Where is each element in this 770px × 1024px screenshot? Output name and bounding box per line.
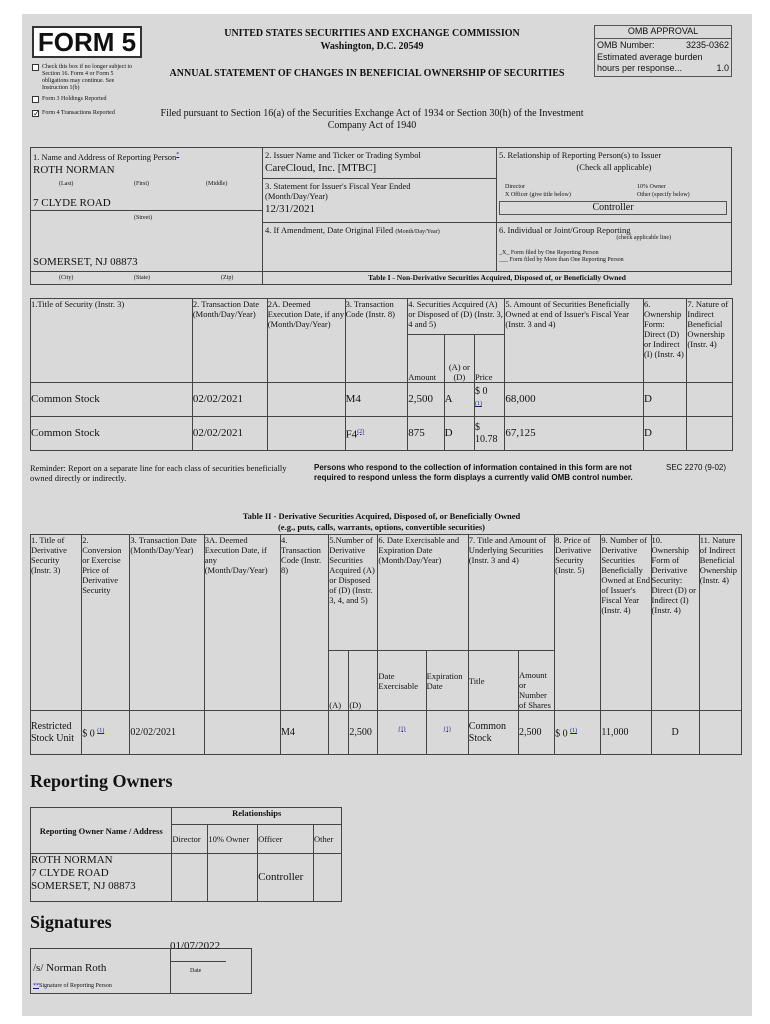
checkbox-form3-label: Form 3 Holdings Reported [42, 96, 107, 102]
relationship-sub: (Check all applicable) [576, 162, 652, 172]
owner-street: 7 CLYDE ROAD [31, 867, 109, 879]
t2-h-expiration: Expiration Date [426, 651, 468, 711]
owners-h-other: Other [314, 825, 342, 854]
reporting-person-name-box [30, 147, 263, 211]
t2-r1-under-title: Common Stock [468, 711, 518, 755]
t1-h-amount: Amount [408, 335, 444, 383]
t2-r1-price-footnote[interactable]: (1) [570, 727, 578, 734]
t2-r1-conv-footnote[interactable]: (1) [97, 727, 105, 734]
owner-city: SOMERSET, NJ 08873 [31, 880, 136, 892]
owner-other [314, 854, 342, 902]
t2-h-underlying: 7. Title and Amount of Underlying Securities (Instr. 3 and 4) [468, 535, 554, 651]
table-row [31, 711, 742, 755]
owner-director [172, 854, 208, 902]
t1-r1-form: D [643, 383, 686, 417]
label-middle: (Middle) [206, 181, 228, 187]
table-row [31, 383, 733, 417]
agency-location: Washington, D.C. 20549 [320, 41, 424, 52]
t1-h-date: 2. Transaction Date (Month/Day/Year) [192, 299, 267, 383]
omb-approval-box [594, 25, 732, 77]
t2-h-exercisable: 6. Date Exercisable and Expiration Date (Month/Day/Year) [378, 535, 468, 651]
t2-r1-title: Restricted Stock Unit [31, 711, 82, 755]
t2-r1-under-amount: 2,500 [519, 711, 555, 755]
t2-r1-form: D [651, 711, 699, 755]
omb-title: OMB APPROVAL [595, 26, 731, 39]
omb-hours-label: hours per response... [597, 63, 683, 73]
checkbox-icon[interactable] [32, 96, 39, 103]
issuer-label: 2. Issuer Name and Ticker or Trading Symbol [265, 150, 421, 160]
t1-h-owned: 5. Amount of Securities Beneficially Owned at end of Issuer's Fiscal Year (Instr. 3 and 4) [505, 299, 644, 383]
omb-number-label: OMB Number: [597, 40, 655, 50]
signature-footnote[interactable]: ** [33, 983, 39, 989]
agency-name: UNITED STATES SECURITIES AND EXCHANGE COMMISSION [224, 28, 520, 39]
t2-h-form: 10. Ownership Form of Derivative Security: Direct (D) or Indirect (I) (Instr. 4) [651, 535, 699, 711]
relationship-box [496, 147, 732, 223]
t1-r2-form: D [643, 417, 686, 451]
rel-director: Director [505, 184, 525, 190]
t1-h-price: Price [475, 335, 505, 383]
label-zip: (Zip) [221, 275, 234, 281]
form-title: FORM 5 [32, 26, 142, 58]
t1-h-acquired: 4. Securities Acquired (A) or Disposed of (D) (Instr. 3, 4 and 5) [408, 299, 505, 335]
t1-h-title: 1.Title of Security (Instr. 3) [31, 299, 193, 383]
reporting-person-city: SOMERSET, NJ 08873 [33, 256, 138, 268]
omb-hours: 1.0 [716, 63, 729, 73]
t1-r2-ad: D [444, 417, 474, 451]
checkbox-checked-icon[interactable]: ✓ [33, 109, 40, 118]
t2-h-d: (D) [349, 651, 378, 711]
amendment-label: 4. If Amendment, Date Original Filed [265, 225, 394, 235]
t1-r1-title: Common Stock [31, 383, 193, 417]
t2-r1-deemed [204, 711, 280, 755]
filed-pursuant: Filed pursuant to Section 16(a) of the Securities Exchange Act of 1934 or Section 30(h) of the Investment Company Act of 1940 [160, 108, 584, 131]
form-page [22, 14, 752, 1016]
owners-table [30, 807, 342, 902]
t2-h-under-amount: Amount or Number of Shares [519, 651, 555, 711]
t2-r1-expiration-footnote[interactable]: (1) [443, 726, 451, 733]
t1-r1-nature [687, 383, 733, 417]
t1-r2-title: Common Stock [31, 417, 193, 451]
t2-h-under-title: Title [468, 651, 518, 711]
issuer-value: CareCloud, Inc. [MTBC] [265, 162, 377, 174]
street-box [30, 210, 263, 272]
group-one: _X_ Form filed by One Reporting Person [499, 250, 599, 256]
checkbox-form3-holdings[interactable] [32, 96, 144, 103]
group-more: ___ Form filed by More than One Reporting Person [499, 257, 624, 263]
statement-year-label: 3. Statement for Issuer's Fiscal Year Ended (Month/Day/Year) [265, 181, 411, 201]
city-labels-box [30, 271, 263, 285]
t2-h-code: 4. Transaction Code (Instr. 8) [281, 535, 329, 711]
t2-h-a: (A) [329, 651, 349, 711]
footnote-star[interactable]: * [176, 152, 180, 158]
owner-ten [208, 854, 258, 902]
reporting-person-label: 1. Name and Address of Reporting Person [33, 151, 177, 162]
signatures-heading: Signatures [30, 912, 112, 932]
table1-title: Table I - Non-Derivative Securities Acquired, Disposed of, or Beneficially Owned [368, 273, 626, 282]
t1-h-deemed: 2A. Deemed Execution Date, if any (Month/Day/Year) [267, 299, 345, 383]
t2-r1-nature [699, 711, 741, 755]
owner-officer: Controller [258, 854, 314, 902]
signature-cell [31, 949, 171, 993]
t2-r1-date: 02/02/2021 [130, 711, 204, 755]
omb-notice: Persons who respond to the collection of information contained in this form are not required to respond unless the form displays a currently valid OMB control number. [314, 463, 633, 482]
t2-h-date: 3. Transaction Date (Month/Day/Year) [130, 535, 204, 711]
label-first: (First) [134, 181, 149, 187]
issuer-box [262, 147, 497, 179]
date-label: Date [190, 968, 202, 974]
t1-r1-owned: 68,000 [505, 383, 644, 417]
t2-h-number: 5.Number of Derivative Securities Acquired (A) or Disposed of (D) (Instr. 3, 4, and 5) [329, 535, 378, 651]
t1-r2-amount: 875 [408, 417, 444, 451]
t1-r2-price: $ 10.78 [475, 417, 505, 451]
rel-officer: X Officer (give title below) [505, 192, 571, 198]
t1-r1-deemed [267, 383, 345, 417]
t1-r2-nature [687, 417, 733, 451]
amendment-box [262, 222, 497, 272]
owner-name: ROTH NORMAN [31, 854, 113, 866]
t1-r2-code-footnote[interactable]: (2) [357, 428, 365, 435]
t2-h-date-exercisable: Date Exercisable [378, 651, 426, 711]
reporting-person-street: 7 CLYDE ROAD [33, 197, 111, 209]
t2-r1-exercisable-footnote[interactable]: (1) [398, 726, 406, 733]
reminder-text: Reminder: Report on a separate line for each class of securities beneficially owned directly or indirectly. [30, 463, 287, 483]
checkbox-no-longer-label: Check this box if no longer subject to Section 16. Form 4 or Form 5 obligations may continue. See Instruction 1(b) [42, 64, 133, 91]
owners-h-ten: 10% Owner [208, 825, 258, 854]
t1-h-ad: (A) or (D) [444, 335, 474, 383]
table1 [30, 298, 733, 451]
owners-h-relationships: Relationships [172, 808, 342, 825]
t2-r1-code: M4 [281, 711, 329, 755]
table2-title: Table II - Derivative Securities Acquired, Disposed of, or Beneficially Owned [242, 511, 521, 521]
t1-r1-code: M4 [345, 383, 408, 417]
omb-burden: Estimated average burden [597, 52, 703, 62]
label-last: (Last) [59, 181, 74, 187]
t1-r2-date: 02/02/2021 [192, 417, 267, 451]
rel-other: Other (specify below) [637, 192, 690, 198]
t1-h-code: 3. Transaction Code (Instr. 8) [345, 299, 408, 383]
t2-h-conv: 2. Conversion or Exercise Price of Derivative Security [82, 535, 130, 711]
date-cell [170, 940, 226, 962]
table2-subtitle: (e.g., puts, calls, warrants, options, convertible securities) [277, 522, 486, 532]
label-state: (State) [134, 275, 150, 281]
t2-h-title: 1. Title of Derivative Security (Instr. 3) [31, 535, 82, 711]
reporting-owners-heading: Reporting Owners [30, 771, 173, 791]
signature-label: Signature of Reporting Person [39, 983, 112, 989]
group-label: 6. Individual or Joint/Group Reporting [499, 225, 631, 235]
rel-ten-pct: 10% Owner [637, 184, 666, 190]
table-row [31, 417, 733, 451]
t2-h-owned: 9. Number of Derivative Securities Beneficially Owned at End of Issuer's Fiscal Year (Instr. 4) [601, 535, 651, 711]
t1-r1-price-footnote[interactable]: (1) [475, 400, 483, 407]
owners-h-name: Reporting Owner Name / Address [31, 808, 172, 854]
t2-r1-price: $ 0 [555, 728, 568, 740]
owners-h-officer: Officer [258, 825, 314, 854]
t1-r1-ad: A [444, 383, 474, 417]
rel-title: Controller [499, 201, 727, 215]
t1-r2-code: F4 [345, 428, 358, 441]
t1-h-nature: 7. Nature of Indirect Beneficial Ownership (Instr. 4) [687, 299, 733, 383]
t2-r1-a [329, 711, 349, 755]
checkbox-no-longer-subject[interactable] [32, 64, 144, 92]
label-street: (Street) [134, 215, 152, 221]
sec-code: SEC 2270 (9-02) [666, 463, 727, 472]
t2-h-nature: 11. Nature of Indirect Beneficial Ownership (Instr. 4) [699, 535, 741, 711]
group-sub: (check applicable line) [616, 235, 671, 241]
signature-date: 01/07/2022 [170, 940, 221, 952]
reporting-person-name: ROTH NORMAN [33, 163, 115, 176]
checkbox-form4-transactions[interactable] [32, 110, 144, 117]
t1-r1-price: $ 0 [475, 385, 488, 397]
amendment-sub: (Month/Day/Year) [395, 229, 440, 235]
t1-r2-deemed [267, 417, 345, 451]
checkbox-form4-label: Form 4 Transactions Reported [42, 110, 115, 116]
statement-year-value: 12/31/2021 [265, 203, 316, 215]
t2-r1-d: 2,500 [349, 711, 378, 755]
signature-value: /s/ Norman Roth [33, 962, 107, 974]
table-row [31, 854, 342, 902]
t1-r1-date: 02/02/2021 [192, 383, 267, 417]
group-reporting-box [496, 222, 732, 272]
table1-title-box [262, 271, 732, 285]
t2-r1-owned: 11,000 [601, 711, 651, 755]
t2-h-deemed: 3A. Deemed Execution Date, if any (Month/Day/Year) [204, 535, 280, 711]
owners-h-director: Director [172, 825, 208, 854]
t1-r1-amount: 2,500 [408, 383, 444, 417]
t2-r1-conv: $ 0 [82, 728, 95, 740]
t1-h-form: 6. Ownership Form: Direct (D) or Indirect (I) (Instr. 4) [643, 299, 686, 383]
statement-year-box [262, 178, 497, 223]
relationship-label: 5. Relationship of Reporting Person(s) to Issuer [499, 150, 662, 160]
t1-r2-owned: 67,125 [505, 417, 644, 451]
label-city: (City) [59, 275, 74, 281]
statement-title: ANNUAL STATEMENT OF CHANGES IN BENEFICIAL OWNERSHIP OF SECURITIES [169, 68, 565, 79]
checkbox-icon[interactable] [32, 64, 39, 71]
t2-h-price: 8. Price of Derivative Security (Instr. 5) [555, 535, 601, 711]
table2 [30, 534, 742, 755]
omb-number: 3235-0362 [685, 40, 729, 50]
